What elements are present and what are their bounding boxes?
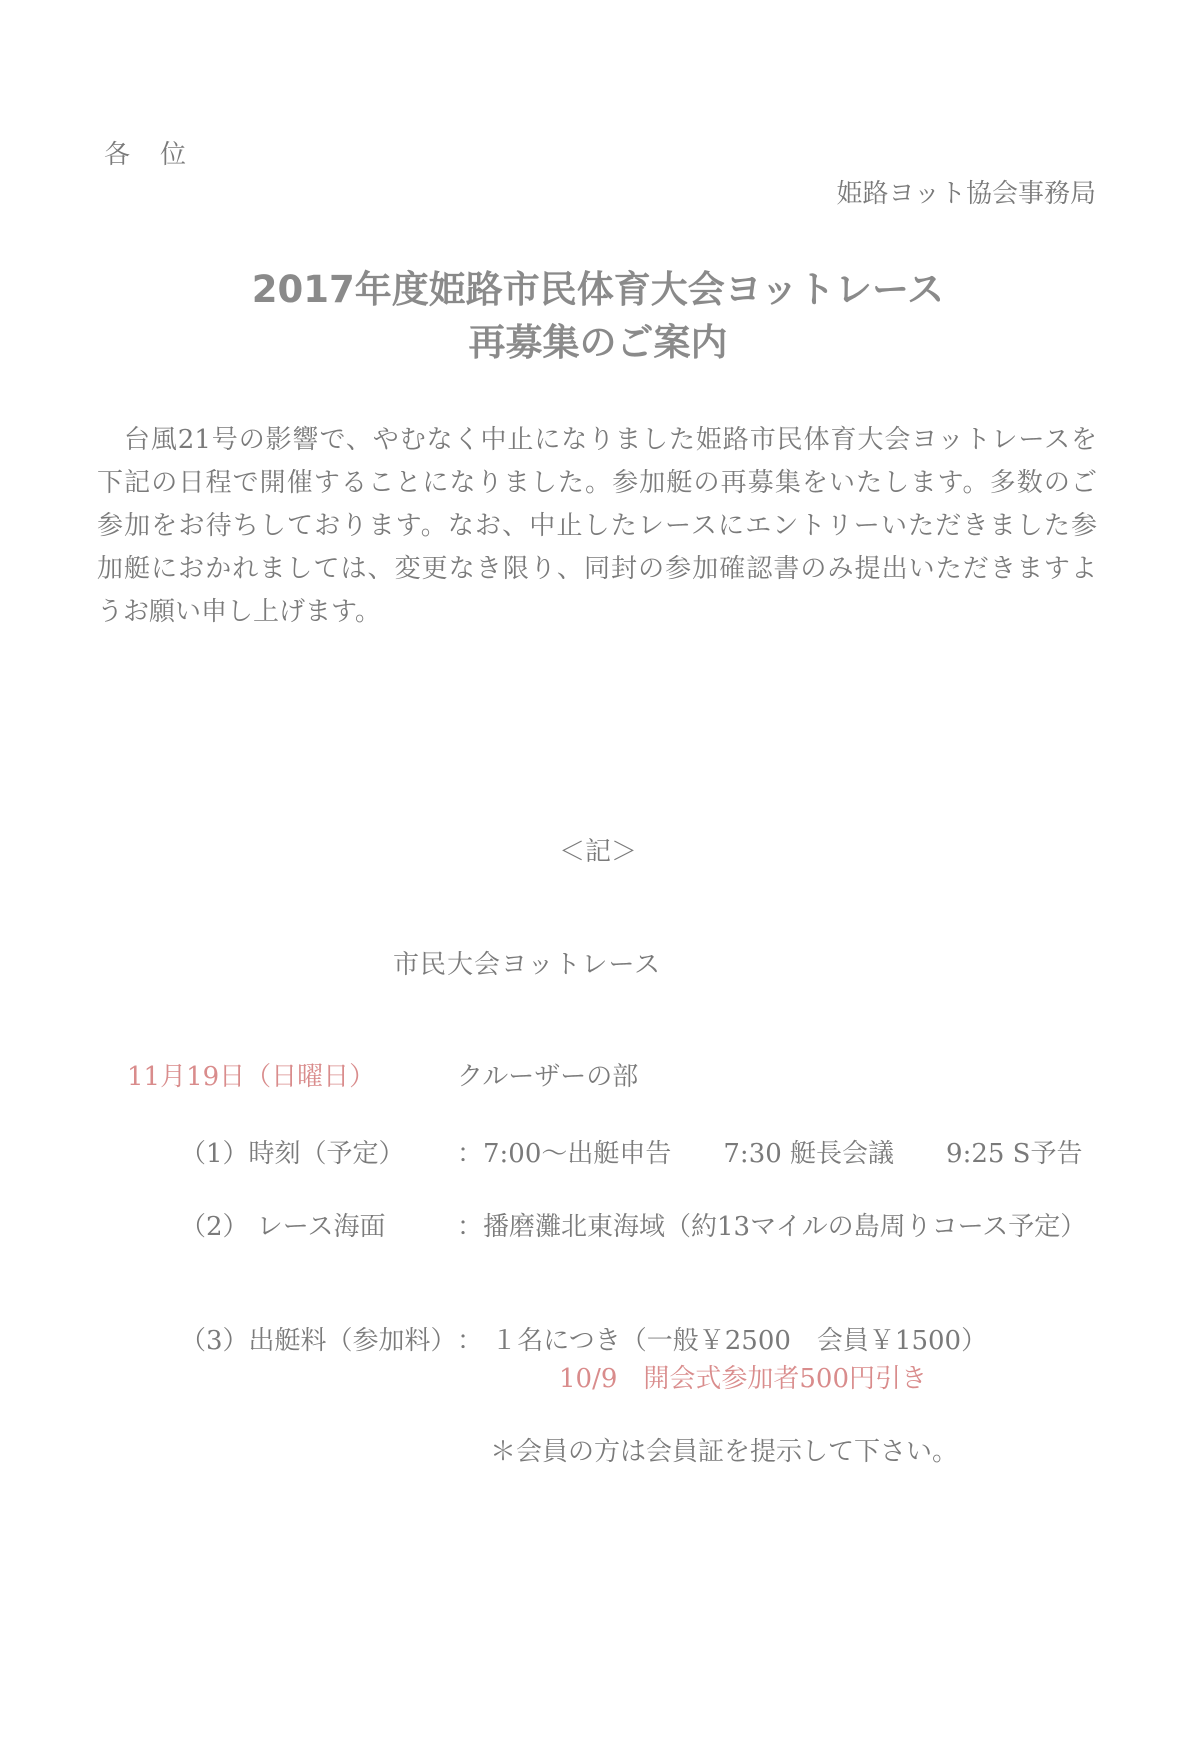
item-time-value: ：7:00～出艇申告 7:30 艇長会議 9:25 S予告 xyxy=(457,1139,1083,1169)
item-race-area-label: （2） レース海面 xyxy=(180,1212,386,1242)
item-fee-value: ： １名につき（一般￥2500 会員￥1500） xyxy=(457,1326,988,1356)
discount-note: 10/9 開会式参加者500円引き xyxy=(559,1364,928,1394)
sender-name: 姫路ヨット協会事務局 xyxy=(836,179,1096,209)
item-time-label: （1）時刻（予定） xyxy=(180,1139,405,1169)
body-paragraph xyxy=(97,419,1097,634)
item-fee-label: （3）出艇料（参加料） xyxy=(180,1326,457,1356)
body-line: うお願い申し上げます。 xyxy=(97,597,381,627)
addressee: 各 位 xyxy=(104,140,189,170)
member-note: ＊会員の方は会員証を提示して下さい。 xyxy=(490,1437,959,1467)
body-line: 参加をお待ちしております。なお、中止したレースにエントリーいただきました参 xyxy=(97,511,1097,541)
body-line: 台風21号の影響で、やむなく中止になりました姫路市民体育大会ヨットレースを xyxy=(97,425,1097,455)
document-title-line-1: 2017年度姫路市民体育大会ヨットレース xyxy=(251,268,945,311)
event-date: 11月19日（日曜日） xyxy=(127,1062,376,1092)
document-title-line-2: 再募集のご案内 xyxy=(468,321,728,364)
body-line: 下記の日程で開催することになりました。参加艇の再募集をいたします。多数のご xyxy=(97,468,1097,498)
notice-heading: ＜記＞ xyxy=(558,837,637,867)
event-name: 市民大会ヨットレース xyxy=(393,950,662,980)
division-name: クルーザーの部 xyxy=(457,1062,639,1092)
item-race-area-value: ：播磨灘北東海域（約13マイルの島周りコース予定） xyxy=(457,1212,1087,1242)
body-line: 加艇におかれましては、変更なき限り、同封の参加確認書のみ提出いただきますよ xyxy=(97,554,1097,584)
